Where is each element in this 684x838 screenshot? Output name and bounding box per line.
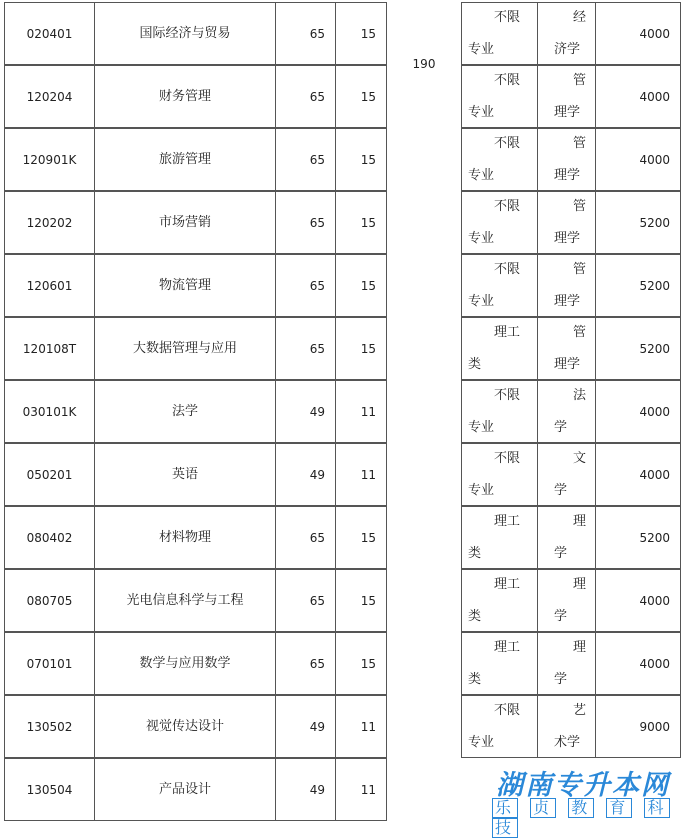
fee-cell: [595, 443, 681, 506]
discipline-line-1: 理: [573, 514, 587, 529]
type-line-1: 不限: [494, 10, 521, 25]
extra-count: 15: [360, 216, 376, 230]
table-row: [0, 569, 684, 632]
extra-cell: [335, 758, 387, 821]
tuition-fee: 4000: [639, 468, 670, 482]
code-cell: [4, 506, 94, 569]
tuition-fee: 5200: [639, 531, 670, 545]
extra-count: 15: [360, 342, 376, 356]
major-cell: [94, 506, 275, 569]
type-line-1: 不限: [494, 388, 521, 403]
type-cell: [461, 254, 537, 317]
discipline-line-2: 理学: [554, 105, 581, 120]
code-cell: [4, 2, 94, 65]
type-line-2: 专业: [468, 168, 495, 183]
fee-cell: [595, 128, 681, 191]
extra-count: 11: [360, 468, 376, 482]
table-row: [0, 317, 684, 380]
discipline-line-1: 管: [573, 325, 587, 340]
table-row: [0, 443, 684, 506]
table-row: [0, 128, 684, 191]
table-row: [0, 380, 684, 443]
major-code: 050201: [26, 468, 73, 482]
major-cell: [94, 254, 275, 317]
discipline-line-2: 理学: [554, 168, 581, 183]
major-code: 030101K: [22, 405, 77, 419]
major-code: 120601: [26, 279, 73, 293]
discipline-cell: [537, 65, 595, 128]
type-line-2: 专业: [468, 735, 495, 750]
tuition-fee: 5200: [639, 279, 670, 293]
plan-count: 65: [309, 594, 325, 608]
extra-count: 11: [360, 720, 376, 734]
type-line-1: 理工: [494, 325, 521, 340]
discipline-line-2: 学: [554, 672, 568, 687]
major-name: 大数据管理与应用: [132, 341, 237, 356]
major-code: 080705: [26, 594, 73, 608]
discipline-line-2: 术学: [554, 735, 581, 750]
type-cell: [461, 443, 537, 506]
plan-cell: [275, 191, 335, 254]
plan-cell: [275, 632, 335, 695]
table-row: [0, 632, 684, 695]
fee-cell: [595, 506, 681, 569]
watermark-subtitle: [492, 798, 684, 838]
watermark-char: 育: [606, 798, 632, 818]
discipline-cell: [537, 2, 595, 65]
plan-cell: [275, 758, 335, 821]
type-line-2: 专业: [468, 42, 495, 57]
discipline-line-2: 理学: [554, 294, 581, 309]
discipline-line-1: 经: [573, 10, 587, 25]
code-cell: [4, 380, 94, 443]
discipline-line-2: 济学: [554, 42, 581, 57]
discipline-cell: [537, 317, 595, 380]
type-cell: [461, 380, 537, 443]
extra-count: 15: [360, 153, 376, 167]
extra-count: 15: [360, 90, 376, 104]
tuition-fee: 5200: [639, 342, 670, 356]
extra-cell: [335, 317, 387, 380]
discipline-cell: [537, 128, 595, 191]
extra-count: 11: [360, 783, 376, 797]
discipline-cell: [537, 569, 595, 632]
plan-cell: [275, 569, 335, 632]
fee-cell: [595, 2, 681, 65]
type-line-1: 理工: [494, 514, 521, 529]
code-cell: [4, 317, 94, 380]
code-cell: [4, 569, 94, 632]
type-line-2: 类: [468, 357, 482, 372]
extra-cell: [335, 128, 387, 191]
type-cell: [461, 695, 537, 758]
plan-cell: [275, 380, 335, 443]
extra-count: 15: [360, 594, 376, 608]
fee-cell: [595, 569, 681, 632]
type-line-2: 类: [468, 609, 482, 624]
type-cell: [461, 2, 537, 65]
plan-count: 65: [309, 216, 325, 230]
discipline-cell: [537, 695, 595, 758]
type-cell: [461, 569, 537, 632]
plan-cell: [275, 2, 335, 65]
discipline-line-1: 理: [573, 577, 587, 592]
major-cell: [94, 569, 275, 632]
major-cell: [94, 380, 275, 443]
type-line-1: 理工: [494, 640, 521, 655]
fee-cell: [595, 695, 681, 758]
extra-cell: [335, 569, 387, 632]
discipline-line-2: 学: [554, 420, 568, 435]
extra-cell: [335, 380, 387, 443]
watermark-char: 技: [492, 818, 518, 838]
type-cell: [461, 65, 537, 128]
extra-count: 15: [360, 657, 376, 671]
major-name: 视觉传达设计: [145, 719, 224, 734]
major-name: 国际经济与贸易: [139, 26, 231, 41]
table-row: [0, 506, 684, 569]
plan-cell: [275, 317, 335, 380]
discipline-cell: [537, 443, 595, 506]
type-line-2: 专业: [468, 231, 495, 246]
type-line-1: 不限: [494, 199, 521, 214]
major-cell: [94, 632, 275, 695]
type-line-2: 专业: [468, 105, 495, 120]
plan-cell: [275, 695, 335, 758]
major-name: 光电信息科学与工程: [126, 593, 244, 608]
discipline-line-2: 学: [554, 609, 568, 624]
type-line-1: 不限: [494, 451, 521, 466]
plan-count: 49: [309, 720, 325, 734]
plan-count: 65: [309, 90, 325, 104]
discipline-cell: [537, 632, 595, 695]
major-code: 120901K: [22, 153, 77, 167]
fee-cell: [595, 380, 681, 443]
major-name: 财务管理: [158, 89, 211, 104]
plan-count: 65: [309, 657, 325, 671]
major-code: 120108T: [22, 342, 77, 356]
tuition-fee: 4000: [639, 27, 670, 41]
major-name: 市场营销: [158, 215, 211, 230]
tuition-fee: 5200: [639, 216, 670, 230]
plan-count: 65: [309, 27, 325, 41]
plan-count: 49: [309, 783, 325, 797]
major-code: 130504: [26, 783, 73, 797]
watermark-char: 乐: [492, 798, 518, 818]
tuition-fee: 4000: [639, 405, 670, 419]
fee-cell: [595, 254, 681, 317]
code-cell: [4, 128, 94, 191]
table-row: [0, 2, 684, 65]
watermark-title: 湖南专升本网: [496, 770, 670, 801]
fee-cell: [595, 191, 681, 254]
discipline-line-1: 管: [573, 136, 587, 151]
type-cell: [461, 128, 537, 191]
major-name: 旅游管理: [158, 152, 211, 167]
discipline-line-1: 法: [573, 388, 587, 403]
plan-count: 49: [309, 468, 325, 482]
extra-count: 11: [360, 405, 376, 419]
major-code: 080402: [26, 531, 73, 545]
type-line-1: 不限: [494, 73, 521, 88]
code-cell: [4, 254, 94, 317]
extra-cell: [335, 191, 387, 254]
type-line-2: 类: [468, 546, 482, 561]
type-line-2: 专业: [468, 483, 495, 498]
major-cell: [94, 695, 275, 758]
table-row: [0, 65, 684, 128]
discipline-line-2: 理学: [554, 357, 581, 372]
extra-cell: [335, 695, 387, 758]
type-line-1: 不限: [494, 136, 521, 151]
table-row: [0, 254, 684, 317]
major-code: 070101: [26, 657, 73, 671]
watermark-char: 教: [568, 798, 594, 818]
extra-cell: [335, 506, 387, 569]
major-cell: [94, 443, 275, 506]
major-cell: [94, 2, 275, 65]
discipline-line-2: 理学: [554, 231, 581, 246]
discipline-line-1: 管: [573, 262, 587, 277]
code-cell: [4, 758, 94, 821]
plan-count: 65: [309, 153, 325, 167]
type-line-2: 专业: [468, 420, 495, 435]
watermark-char: 贞: [530, 798, 556, 818]
major-cell: [94, 317, 275, 380]
plan-cell: [275, 128, 335, 191]
plan-count: 65: [309, 279, 325, 293]
type-line-2: 类: [468, 672, 482, 687]
major-code: 120204: [26, 90, 73, 104]
major-name: 材料物理: [158, 530, 211, 545]
discipline-cell: [537, 380, 595, 443]
type-cell: [461, 317, 537, 380]
tuition-fee: 4000: [639, 657, 670, 671]
plan-count: 65: [309, 342, 325, 356]
plan-cell: [275, 443, 335, 506]
code-cell: [4, 695, 94, 758]
plan-count: 49: [309, 405, 325, 419]
type-cell: [461, 632, 537, 695]
major-cell: [94, 191, 275, 254]
discipline-line-1: 管: [573, 73, 587, 88]
major-name: 产品设计: [158, 782, 211, 797]
fee-cell: [595, 317, 681, 380]
table-row: [0, 695, 684, 758]
major-code: 120202: [26, 216, 73, 230]
discipline-line-2: 学: [554, 483, 568, 498]
fee-cell: [595, 65, 681, 128]
discipline-line-1: 艺: [573, 703, 587, 718]
discipline-cell: [537, 191, 595, 254]
code-cell: [4, 443, 94, 506]
merged-total-value: 190: [412, 57, 436, 71]
major-cell: [94, 65, 275, 128]
major-cell: [94, 758, 275, 821]
discipline-line-2: 学: [554, 546, 568, 561]
type-line-1: 不限: [494, 262, 521, 277]
tuition-fee: 4000: [639, 153, 670, 167]
major-code: 020401: [26, 27, 73, 41]
plan-cell: [275, 506, 335, 569]
discipline-line-1: 文: [573, 451, 587, 466]
major-name: 数学与应用数学: [139, 656, 231, 671]
discipline-line-1: 管: [573, 199, 587, 214]
code-cell: [4, 191, 94, 254]
major-name: 物流管理: [158, 278, 211, 293]
discipline-cell: [537, 506, 595, 569]
code-cell: [4, 632, 94, 695]
major-name: 法学: [171, 404, 198, 419]
type-cell: [461, 191, 537, 254]
discipline-line-1: 理: [573, 640, 587, 655]
fee-cell: [595, 632, 681, 695]
tuition-fee: 4000: [639, 594, 670, 608]
extra-cell: [335, 632, 387, 695]
tuition-fee: 4000: [639, 90, 670, 104]
extra-cell: [335, 65, 387, 128]
type-line-1: 理工: [494, 577, 521, 592]
type-cell: [461, 506, 537, 569]
plan-cell: [275, 254, 335, 317]
extra-count: 15: [360, 279, 376, 293]
major-cell: [94, 128, 275, 191]
site-watermark: [468, 760, 684, 837]
watermark-char: 科: [644, 798, 670, 818]
plan-cell: [275, 65, 335, 128]
extra-cell: [335, 254, 387, 317]
plan-count: 65: [309, 531, 325, 545]
table-row: [0, 191, 684, 254]
major-name: 英语: [171, 467, 198, 482]
tuition-fee: 9000: [639, 720, 670, 734]
type-line-2: 专业: [468, 294, 495, 309]
extra-cell: [335, 443, 387, 506]
type-line-1: 不限: [494, 703, 521, 718]
code-cell: [4, 65, 94, 128]
major-code: 130502: [26, 720, 73, 734]
discipline-cell: [537, 254, 595, 317]
extra-cell: [335, 2, 387, 65]
extra-count: 15: [360, 27, 376, 41]
extra-count: 15: [360, 531, 376, 545]
